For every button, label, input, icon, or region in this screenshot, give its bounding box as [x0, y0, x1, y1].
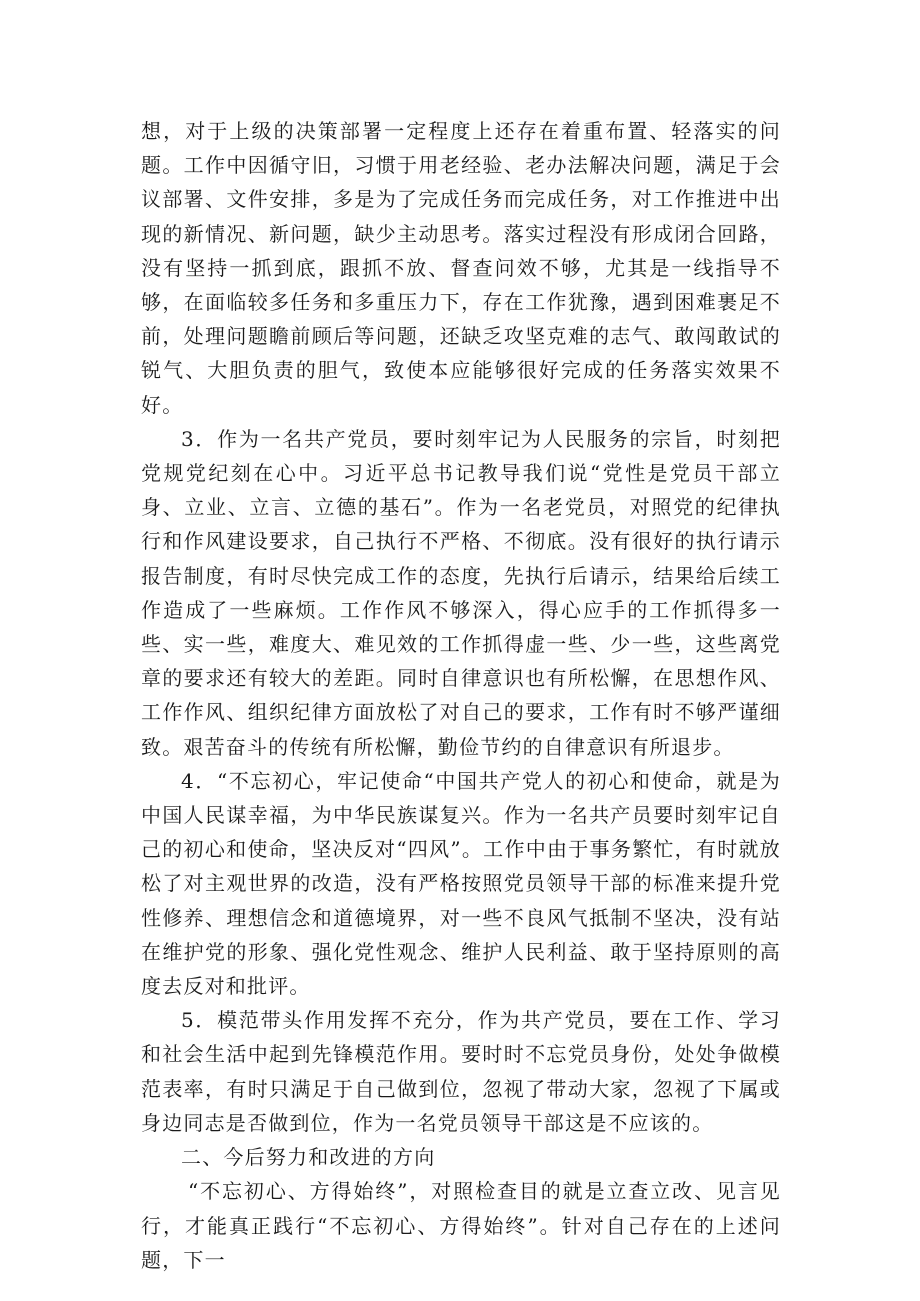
paragraph-item-5: 5．模范带头作用发挥不充分，作为共产党员，要在工作、学习和社会生活中起到先锋模范作用。要时时不忘党员身份，处处争做模范表率，有时只满足于自己做到位，忽视了带动大家，忽视了下属或身边同志是否做到位，作为一名党员领导干部这是不应该的。 [141, 1008, 781, 1135]
document-body [141, 114, 781, 1277]
paragraph-intro: “不忘初心、方得始终”，对照检查目的就是立查立改、见言见行，才能真正践行“不忘初心、方得始终”。针对自己存在的上述问题，下一 [141, 1179, 781, 1272]
paragraph-continuation: 想，对于上级的决策部署一定程度上还存在着重布置、轻落实的问题。工作中因循守旧，习惯于用老经验、老办法解决问题，满足于会议部署、文件安排，多是为了完成任务而完成任务，对工作推进中出现的新情况、新问题，缺少主动思考。落实过程没有形成闭合回路，没有坚持一抓到底，跟抓不放、督查问效不够，尤其是一线指导不够，在面临较多任务和多重压力下，存在工作犹豫，遇到困难裹足不前，处理问题瞻前顾后等问题，还缺乏攻坚克难的志气、敢闯敢试的锐气、大胆负责的胆气，致使本应能够很好完成的任务落实效果不好。 [141, 119, 781, 417]
paragraph-item-4: 4．“不忘初心，牢记使命“中国共产党人的初心和使命，就是为中国人民谋幸福，为中华民族谋复兴。作为一名共产员要时刻牢记自己的初心和使命，坚决反对“四风”。工作中由于事务繁忙，有时就放松了对主观世界的改造，没有严格按照党员领导干部的标准来提升党性修养、理想信念和道德境界，对一些不良风气抵制不坚决，没有站在维护党的形象、强化党性观念、维护人民利益、敢于坚持原则的高度去反对和批评。 [141, 768, 781, 999]
paragraph-item-3: 3．作为一名共产党员，要时刻牢记为人民服务的宗旨，时刻把党规党纪刻在心中。习近平总书记教导我们说“党性是党员干部立身、立业、立言、立德的基石”。作为一名老党员，对照党的纪律执行和作风建设要求，自己执行不严格、不彻底。没有很好的执行请示报告制度，有时尽快完成工作的态度，先执行后请示，结果给后续工作造成了一些麻烦。工作作风不够深入，得心应手的工作抓得多一些、实一些，难度大、难见效的工作抓得虚一些、少一些，这些离党章的要求还有较大的差距。同时自律意识也有所松懈，在思想作风、工作作风、组织纪律方面放松了对自己的要求，工作有时不够严谨细致。艰苦奋斗的传统有所松懈，勤俭节约的自律意识有所退步。 [141, 426, 781, 759]
section-heading: 二、今后努力和改进的方向 [181, 1145, 436, 1170]
